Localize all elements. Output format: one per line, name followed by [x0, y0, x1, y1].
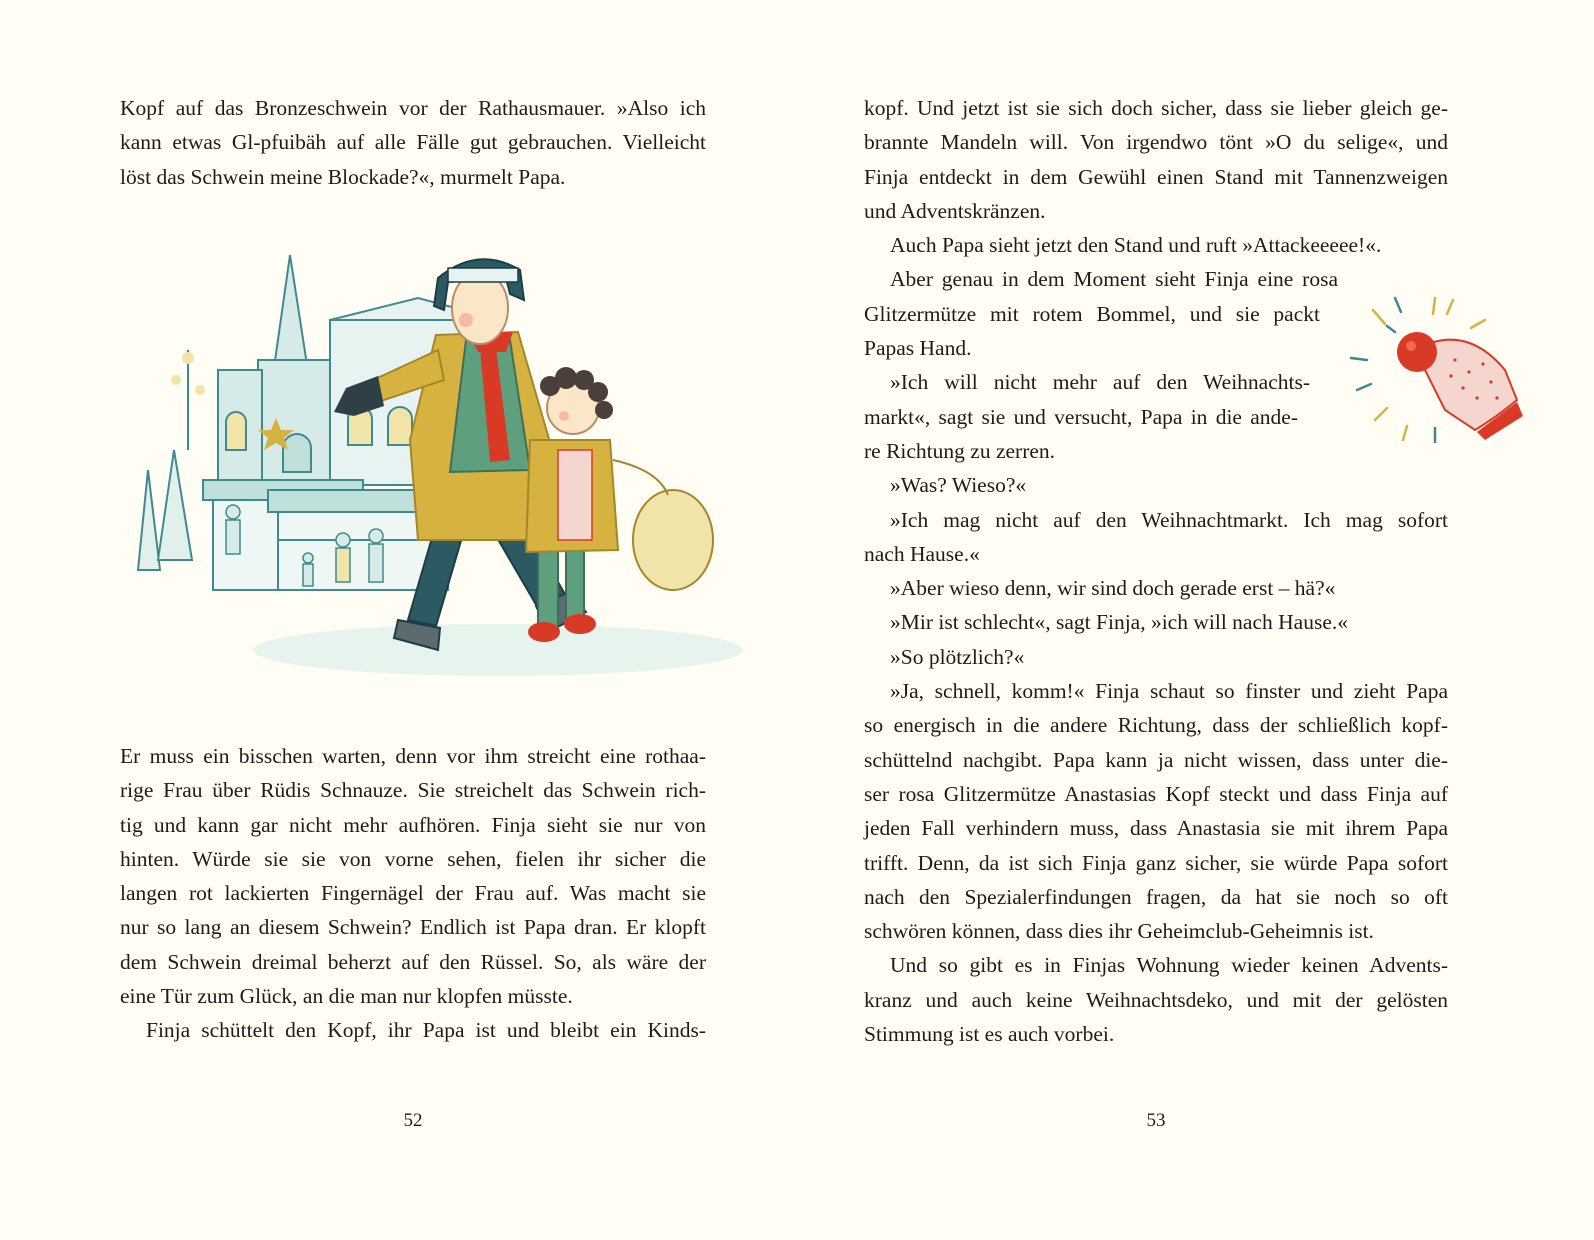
text-line: und Adventskränzen.	[864, 198, 1046, 223]
text-line: Glitzermütze mit rotem Bommel, und sie packt	[864, 301, 1320, 326]
finja-figure	[526, 367, 713, 642]
right-page	[797, 0, 1594, 1240]
left-top-paragraph	[120, 91, 706, 194]
text-line: kopf. Und jetzt ist sie sich doch sicher, dass sie lieber gleich ge-	[864, 96, 1448, 120]
text-line: brannte Mandeln will. Von irgendwo tönt »O du selige«, und	[864, 130, 1448, 155]
text-line: jeden Fall verhindern muss, dass Anastasia sie mit ihrem Papa	[864, 816, 1448, 841]
text-line: Auch Papa sieht jetzt den Stand und ruft »Attackeeeee!«.	[890, 233, 1382, 258]
text-line: löst das Schwein meine Blockade?«, murmelt Papa.	[120, 164, 566, 189]
text-line: kranz und auch keine Weihnachtsdeko, und mit der gelösten	[864, 987, 1448, 1012]
text-line: »So plötzlich?«	[890, 644, 1025, 669]
text-line: ser rosa Glitzermütze Anastasias Kopf steckt und dass Finja auf	[864, 781, 1448, 806]
text-line: kann etwas Gl-pfuibäh auf alle Fälle gut gebrauchen. Vielleicht	[120, 130, 706, 155]
text-line: »Aber wieso denn, wir sind doch gerade erst – hä?«	[890, 576, 1336, 601]
text-line: Finja schüttelt den Kopf, ihr Papa ist und bleibt ein Kinds-	[146, 1018, 706, 1043]
text-line: markt«, sagt sie und versucht, Papa in die ande-	[864, 404, 1298, 429]
page-number-left: 52	[403, 1110, 423, 1131]
text-line: schüttelnd nachgibt. Papa kann ja nicht wissen, dass unter die-	[864, 747, 1448, 772]
text-line: tig und kann gar nicht mehr aufhören. Finja sieht sie nur von	[120, 812, 706, 837]
text-line: so energisch in die andere Richtung, dass der schließlich kopf-	[864, 713, 1448, 738]
text-line: schwören können, dass dies ihr Geheimclub-Geheimnis ist.	[864, 919, 1374, 944]
text-line: »Ich mag nicht auf den Weihnachtmarkt. Ich mag sofort	[890, 507, 1448, 532]
text-line: dem Schwein dreimal beherzt auf den Rüssel. So, als wäre der	[120, 949, 706, 974]
text-line: trifft. Denn, da ist sich Finja ganz sicher, sie würde Papa sofort	[864, 850, 1448, 875]
text-line: Aber genau in dem Moment sieht Finja eine rosa	[890, 267, 1338, 292]
illustration-christmas-market	[118, 240, 748, 690]
text-line: Finja entdeckt in dem Gewühl einen Stand mit Tannenzweigen	[864, 164, 1448, 189]
text-line: »Was? Wieso?«	[890, 473, 1027, 498]
left-bottom-paragraph	[120, 739, 706, 1048]
page-number-right: 53	[1146, 1110, 1166, 1131]
text-line: hinten. Würde sie sie von vorne sehen, fielen ihr sicher die	[120, 846, 706, 871]
right-main-text	[864, 91, 1448, 1051]
text-line: nur so lang an diesem Schwein? Endlich ist Papa dran. Er klopft	[120, 915, 706, 940]
text-line: nach Hause.«	[864, 541, 980, 566]
text-line: Papas Hand.	[864, 336, 972, 361]
text-line: eine Tür zum Glück, an die man nur klopfen müsste.	[120, 984, 573, 1009]
text-line: rige Frau über Rüdis Schnauze. Sie streichelt das Schwein rich-	[120, 778, 706, 803]
text-line: re Richtung zu zerren.	[864, 438, 1056, 463]
text-line: Und so gibt es in Finjas Wohnung wieder keinen Advents-	[890, 953, 1448, 978]
hat-pompom	[1397, 332, 1437, 372]
text-line: »Ja, schnell, komm!« Finja schaut so finster und zieht Papa	[890, 679, 1448, 704]
text-line: »Ich will nicht mehr auf den Weihnachts-	[890, 370, 1310, 395]
text-line: langen rot lackierten Fingernägel der Frau auf. Was macht sie	[120, 881, 706, 906]
trees	[138, 350, 205, 570]
text-line: Stimmung ist es auch vorbei.	[864, 1022, 1115, 1047]
text-line: Kopf auf das Bronzeschwein vor der Rathausmauer. »Also ich	[120, 96, 706, 120]
illustration-glitter-hat	[1345, 290, 1530, 455]
text-line: Er muss ein bisschen warten, denn vor ihm streicht eine rothaa-	[120, 744, 706, 768]
text-line: »Mir ist schlecht«, sagt Finja, »ich will nach Hause.«	[890, 610, 1348, 635]
text-line: nach den Spezialerfindungen fragen, da hat sie noch so oft	[864, 884, 1448, 909]
